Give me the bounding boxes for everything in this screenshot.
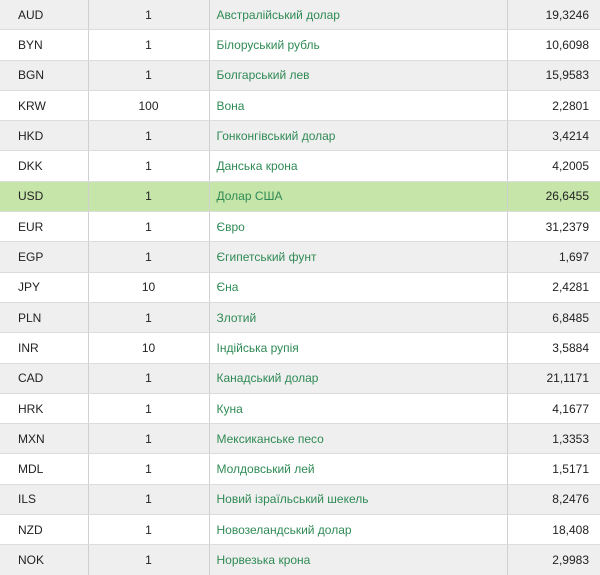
currency-code: DKK	[0, 151, 88, 181]
currency-rate: 8,2476	[507, 484, 600, 514]
currency-name-link[interactable]: Єгипетський фунт	[216, 250, 317, 265]
table-row	[0, 393, 600, 423]
table-row	[0, 333, 600, 363]
currency-name-cell	[209, 151, 507, 181]
currency-name-cell	[209, 242, 507, 272]
currency-code: BYN	[0, 30, 88, 60]
currency-name-link[interactable]: Молдовський лей	[216, 462, 315, 477]
currency-name-link[interactable]: Норвезька крона	[216, 552, 311, 567]
table-row	[0, 242, 600, 272]
currency-units: 1	[88, 60, 209, 90]
currency-name-link[interactable]: Гонконгівський долар	[216, 128, 336, 143]
currency-units: 1	[88, 363, 209, 393]
currency-rate: 2,4281	[507, 272, 600, 302]
currency-units: 1	[88, 0, 209, 30]
currency-code: BGN	[0, 60, 88, 90]
currency-name-cell	[209, 181, 507, 211]
currency-name-cell	[209, 363, 507, 393]
currency-code: JPY	[0, 272, 88, 302]
table-row	[0, 30, 600, 60]
currency-units: 1	[88, 30, 209, 60]
currency-name-cell	[209, 545, 507, 575]
currency-rate: 31,2379	[507, 212, 600, 242]
currency-name-link[interactable]: Євро	[216, 219, 245, 234]
currency-name-cell	[209, 393, 507, 423]
currency-rate: 4,1677	[507, 393, 600, 423]
currency-name-cell	[209, 302, 507, 332]
currency-units: 1	[88, 454, 209, 484]
table-row	[0, 454, 600, 484]
currency-units: 100	[88, 90, 209, 120]
currency-code: MDL	[0, 454, 88, 484]
currency-rate: 26,6455	[507, 181, 600, 211]
currency-code: ILS	[0, 484, 88, 514]
currency-code: AUD	[0, 0, 88, 30]
currency-name-link[interactable]: Індійська рупія	[216, 340, 299, 355]
currency-name-link[interactable]: Австралійський долар	[216, 7, 340, 22]
currency-rate: 3,5884	[507, 333, 600, 363]
currency-rate: 3,4214	[507, 121, 600, 151]
currency-units: 1	[88, 151, 209, 181]
table-row-highlighted	[0, 181, 600, 211]
currency-units: 1	[88, 424, 209, 454]
currency-units: 10	[88, 333, 209, 363]
currency-units: 1	[88, 515, 209, 545]
table-row	[0, 60, 600, 90]
currency-name-cell	[209, 30, 507, 60]
currency-code: EUR	[0, 212, 88, 242]
currency-name-link[interactable]: Вона	[216, 98, 245, 113]
currency-rate: 2,2801	[507, 90, 600, 120]
currency-rate: 18,408	[507, 515, 600, 545]
currency-name-cell	[209, 272, 507, 302]
currency-units: 1	[88, 545, 209, 575]
currency-name-cell	[209, 121, 507, 151]
currency-name-link[interactable]: Єна	[216, 280, 239, 295]
currency-name-link[interactable]: Канадський долар	[216, 371, 319, 386]
currency-code: PLN	[0, 302, 88, 332]
currency-code: USD	[0, 181, 88, 211]
currency-units: 1	[88, 121, 209, 151]
currency-name-link[interactable]: Мексиканське песо	[216, 431, 324, 446]
currency-code: HRK	[0, 393, 88, 423]
table-row	[0, 90, 600, 120]
currency-code: KRW	[0, 90, 88, 120]
currency-name-link[interactable]: Білоруський рубль	[216, 37, 320, 52]
currency-code: INR	[0, 333, 88, 363]
currency-units: 1	[88, 212, 209, 242]
currency-units: 1	[88, 302, 209, 332]
currency-name-link[interactable]: Новозеландський долар	[216, 522, 352, 537]
table-row	[0, 363, 600, 393]
currency-rate: 1,5171	[507, 454, 600, 484]
table-row	[0, 212, 600, 242]
currency-rate: 10,6098	[507, 30, 600, 60]
currency-name-cell	[209, 454, 507, 484]
currency-name-link[interactable]: Болгарський лев	[216, 68, 310, 83]
currency-name-link[interactable]: Новий ізраїльський шекель	[216, 492, 369, 507]
currency-units: 10	[88, 272, 209, 302]
currency-code: HKD	[0, 121, 88, 151]
table-row	[0, 484, 600, 514]
table-row	[0, 545, 600, 575]
currency-code: NOK	[0, 545, 88, 575]
currency-name-link[interactable]: Данська крона	[216, 159, 298, 174]
currency-units: 1	[88, 242, 209, 272]
table-row	[0, 424, 600, 454]
currency-code: EGP	[0, 242, 88, 272]
table-row	[0, 121, 600, 151]
currency-units: 1	[88, 181, 209, 211]
currency-units: 1	[88, 393, 209, 423]
currency-name-cell	[209, 90, 507, 120]
currency-name-cell	[209, 0, 507, 30]
currency-rate: 6,8485	[507, 302, 600, 332]
table-row	[0, 151, 600, 181]
currency-code: CAD	[0, 363, 88, 393]
currency-name-link[interactable]: Злотий	[216, 310, 257, 325]
currency-name-cell	[209, 212, 507, 242]
currency-code: MXN	[0, 424, 88, 454]
currency-rate: 4,2005	[507, 151, 600, 181]
currency-name-link[interactable]: Долар США	[216, 189, 283, 204]
currency-code: NZD	[0, 515, 88, 545]
currency-name-cell	[209, 60, 507, 90]
currency-name-link[interactable]: Куна	[216, 401, 243, 416]
currency-units: 1	[88, 484, 209, 514]
table-row	[0, 272, 600, 302]
table-row	[0, 0, 600, 30]
table-row	[0, 302, 600, 332]
currency-rate: 19,3246	[507, 0, 600, 30]
currency-rate: 15,9583	[507, 60, 600, 90]
table-row	[0, 515, 600, 545]
currency-name-cell	[209, 333, 507, 363]
currency-rate: 2,9983	[507, 545, 600, 575]
currency-rate: 21,1171	[507, 363, 600, 393]
currency-name-cell	[209, 484, 507, 514]
currency-rate: 1,697	[507, 242, 600, 272]
currency-name-cell	[209, 515, 507, 545]
currency-rate: 1,3353	[507, 424, 600, 454]
currency-name-cell	[209, 424, 507, 454]
